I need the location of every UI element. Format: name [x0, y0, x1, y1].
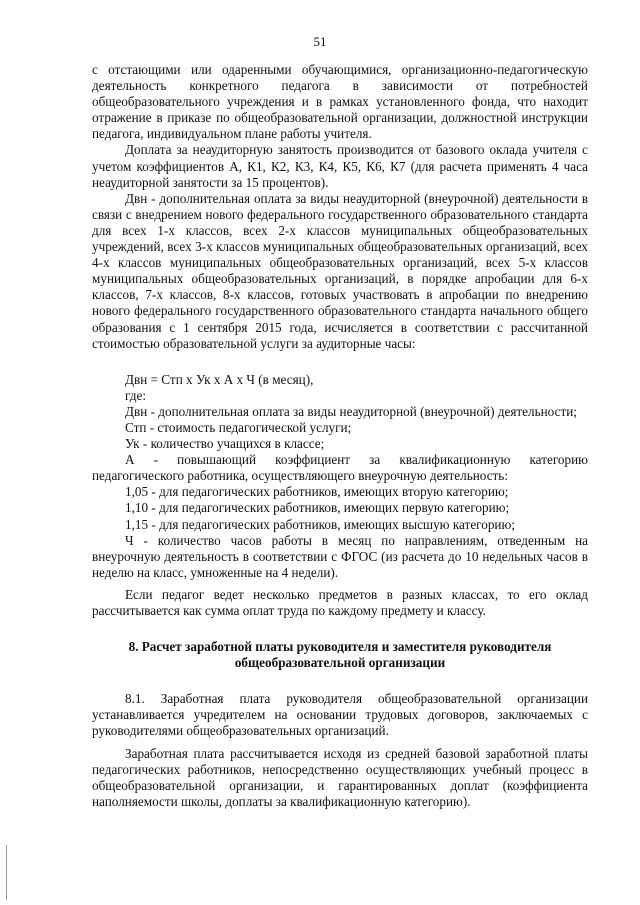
scan-edge-line	[6, 845, 7, 900]
paragraph: с отстающими или одаренными обучающимися, организационно-педагогическую деятельность конкретного педагога в зависимости от потребностей общеобразовательного учреждения и в рамках установленного фонда, что находит отражение в приказе по общеобразовательной организации, должностной инструкции педагога, индивидуальном плане работы учителя.	[92, 62, 588, 142]
paragraph: где:	[125, 387, 146, 403]
paragraph: Двн - дополнительная оплата за виды неаудиторной (внеурочной) деятельности в связи с внедрением нового федерального государственного образовательного стандарта для всех 1-х классов, всех 2-х классов муниципальных общеобразовательных учреждений, всех 3-х классов муниципальных общеобразовательных организаций, всех 4-х классов муниципальных общеобразовательных организаций, всех 5-х классов муниципальных общеобразовательных организаций, в порядке апробации для 6-х классов, 7-х классов, 8-х классов, готовых участвовать в апробации по внедрению нового федерального государственного образовательного стандарта начального общего образования с 1 сентября 2015 года, исчисляется в соответствии с рассчитанной стоимостью образовательной услуги за аудиторные часы:	[92, 190, 588, 351]
paragraph: 8.1. Заработная плата руководителя общеобразовательной организации устанавливается учредителем на основании трудовых договоров, заключаемых с руководителями общеобразовательных организаций.	[92, 691, 588, 739]
paragraph: Доплата за неаудиторную занятость производится от базового оклада учителя с учетом коэффициентов А, К1, К2, К3, К4, К5, К6, К7 (для расчета применять 4 часа неаудиторной занятости за 15 процентов).	[92, 142, 588, 190]
definition-item: Стп - стоимость педагогической услуги;	[125, 419, 352, 435]
definition-item: Двн - дополнительная оплата за виды неаудиторной (внеурочной) деятельности;	[125, 403, 577, 419]
formula: Двн = Стп х Ук х А х Ч (в месяц),	[125, 371, 314, 387]
page-content	[92, 62, 588, 810]
list-item: 1,05 - для педагогических работников, имеющих вторую категорию;	[125, 484, 509, 500]
paragraph: Заработная плата рассчитывается исходя из средней базовой заработной платы педагогических работников, непосредственно осуществляющих учебный процесс в общеобразовательной организации, и гарантированных доплат (коэффициента наполняемости школы, доплаты за квалификационную категорию).	[92, 745, 588, 809]
section-heading: 8. Расчет заработной платы руководителя и заместителя руководителя общеобразовательной организации	[128, 639, 552, 671]
definition-item: Ч - количество часов работы в месяц по направлениям, отведенным на внеурочную деятельность в соответствии с ФГОС (из расчета до 10 недельных часов в неделю на класс, умноженные на 4 недели).	[92, 532, 588, 580]
paragraph: Если педагог ведет несколько предметов в разных классах, то его оклад рассчитывается как сумма оплат труда по каждому предмету и классу.	[92, 586, 588, 618]
page-number: 51	[313, 34, 327, 49]
list-item: 1,10 - для педагогических работников, имеющих первую категорию;	[125, 500, 510, 516]
definition-item: Ук - количество учащихся в классе;	[125, 436, 325, 452]
list-item: 1,15 - для педагогических работников, имеющих высшую категорию;	[125, 516, 516, 532]
definition-item: А - повышающий коэффициент за квалификационную категорию педагогического работника, осуществляющего внеурочную деятельность:	[92, 452, 588, 484]
